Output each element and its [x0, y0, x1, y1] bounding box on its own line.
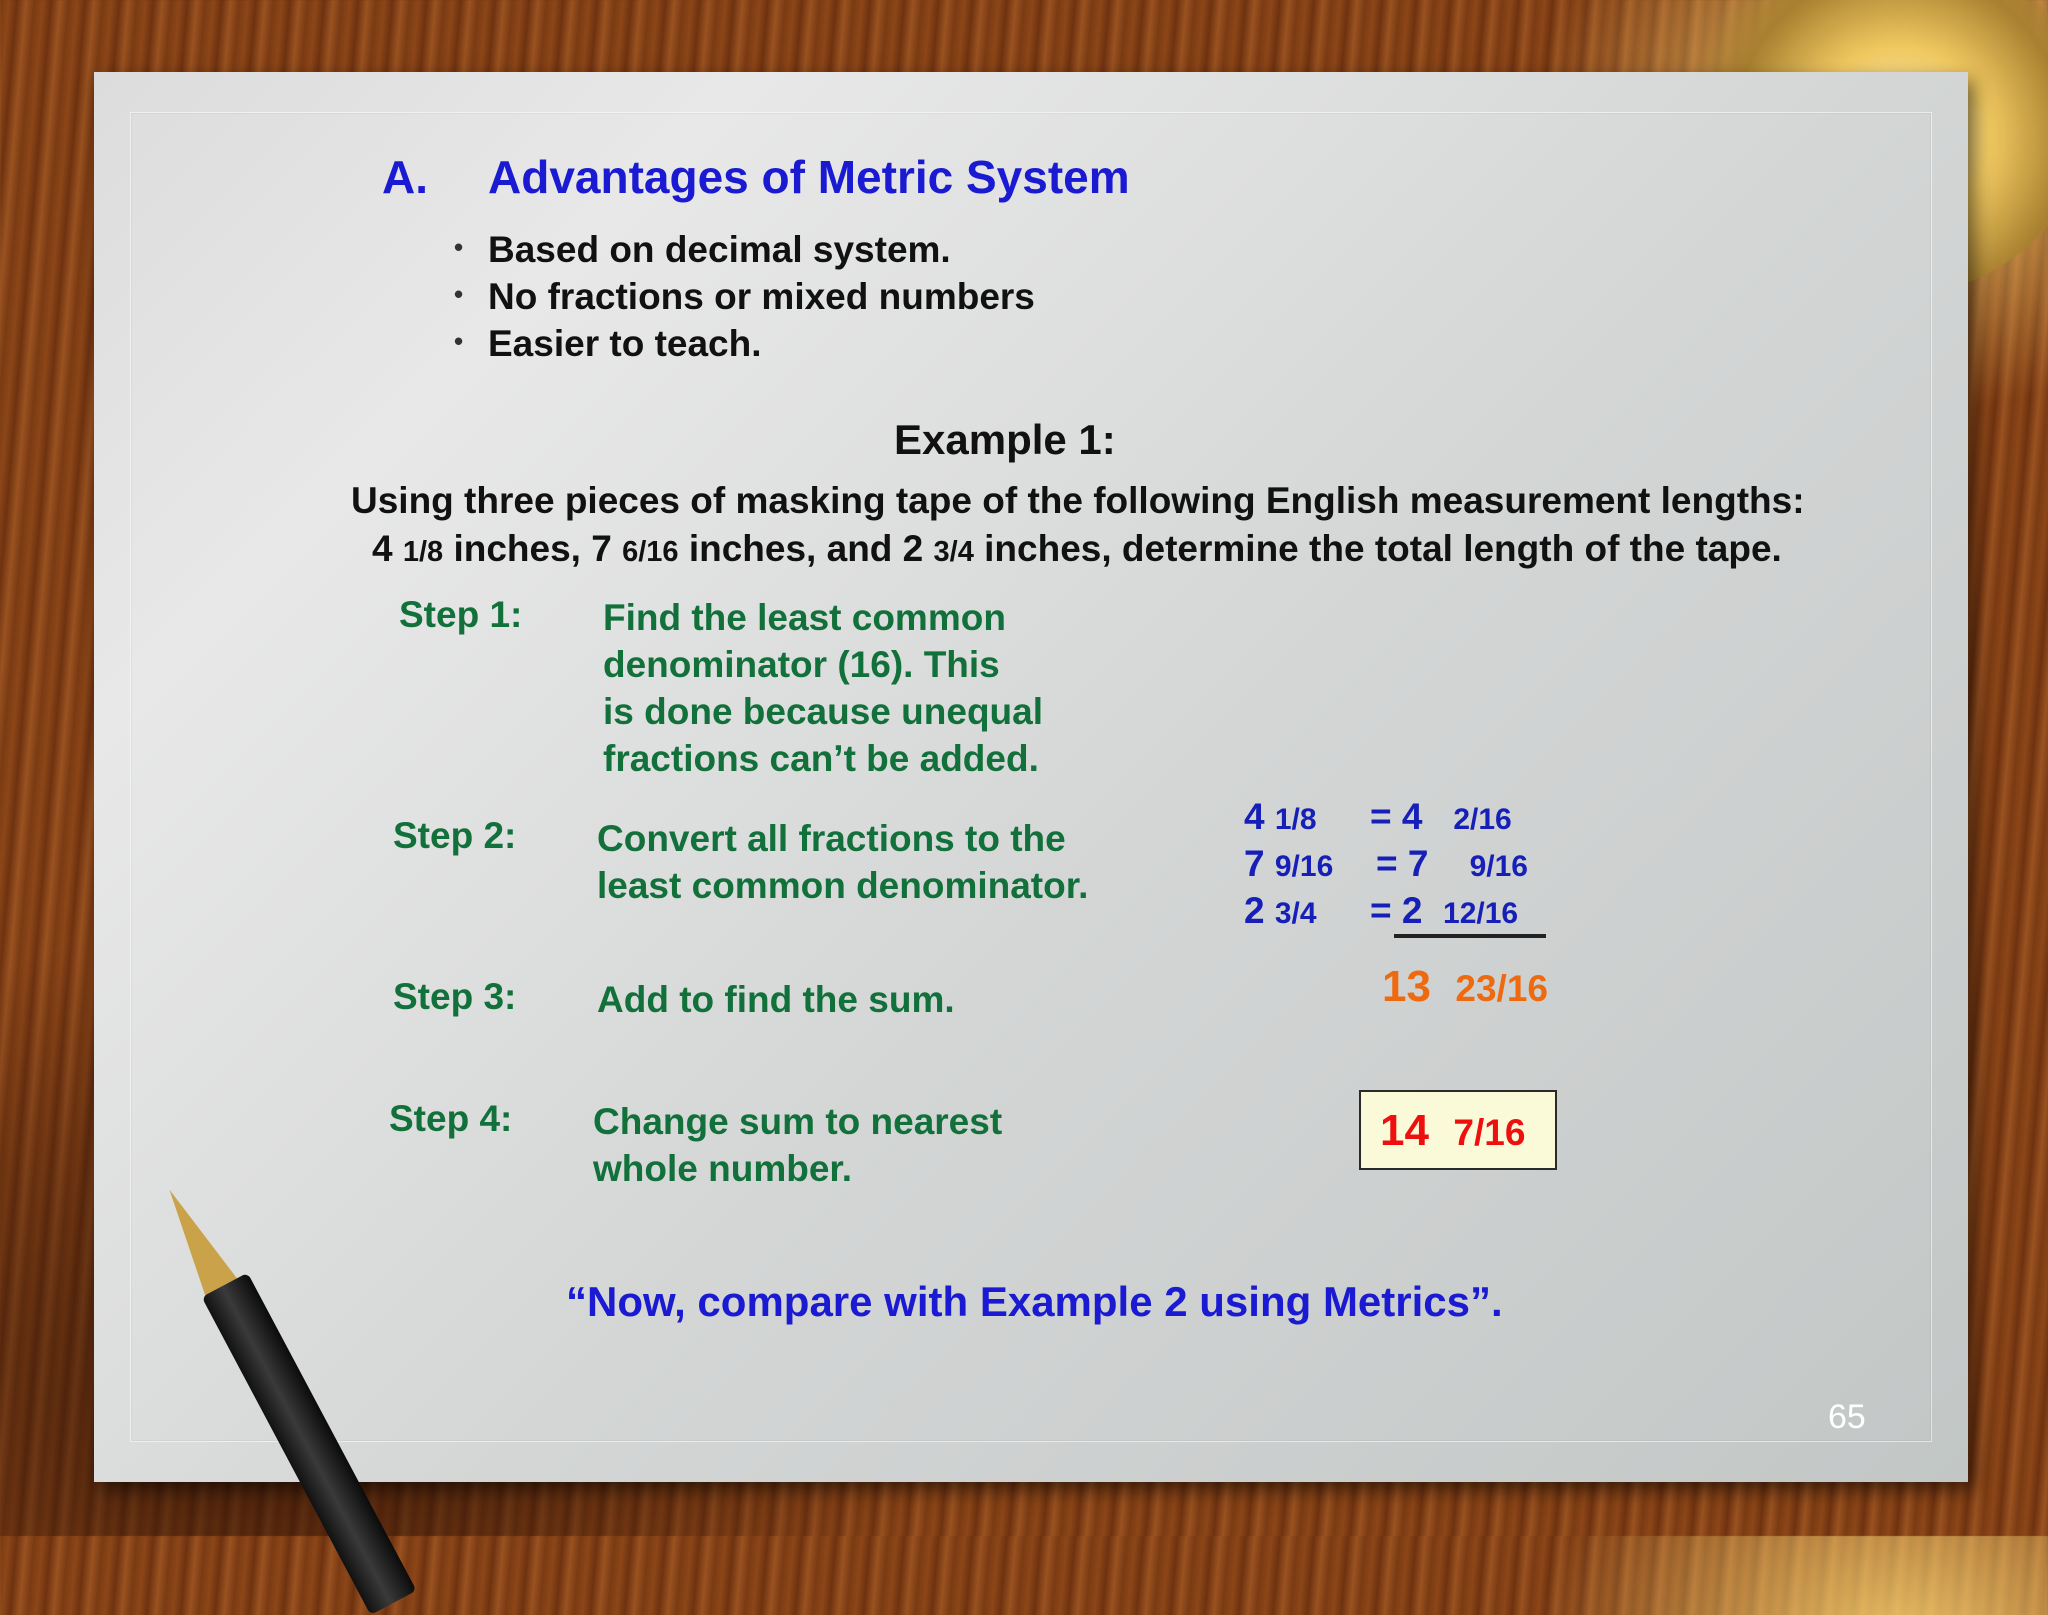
step-2-text: Convert all fractions to the least common denominator.	[597, 818, 1089, 906]
conversion-row-1: 4 1/8	[1244, 796, 1317, 837]
sum-value: 13 23/16	[1382, 962, 1548, 1011]
answer-value: 14 7/16	[1380, 1106, 1526, 1155]
list-item	[450, 273, 1035, 320]
list-item-text: Easier to teach.	[488, 323, 762, 364]
fraction: 3/4	[933, 536, 974, 568]
list-item-text: No fractions or mixed numbers	[488, 276, 1035, 317]
heading-letter: A.	[382, 151, 428, 203]
step-3-label: Step 3:	[393, 976, 517, 1017]
bullet-icon: •	[454, 279, 464, 309]
list-item-text: Based on decimal system.	[488, 229, 951, 270]
step-1-label: Step 1:	[399, 594, 523, 635]
conversion-row-2-result: = 7 9/16	[1376, 843, 1528, 884]
list-item	[450, 226, 1035, 273]
slide-title: Advantages of Metric System	[488, 151, 1130, 203]
step-4-text: Change sum to nearest whole number.	[593, 1101, 1003, 1189]
problem-line-1: Using three pieces of masking tape of the following English measurement lengths:	[351, 480, 1805, 521]
bullet-icon: •	[454, 326, 464, 356]
step-2-label: Step 2:	[393, 815, 517, 856]
problem-line-2: 4 1/8 inches, 7 6/16 inches, and 2 3/4 inches, determine the total length of the tape.	[372, 528, 1782, 569]
list-item	[450, 320, 1035, 367]
page-number: 65	[1828, 1398, 1866, 1436]
fraction: 6/16	[622, 536, 679, 568]
advantages-list	[450, 226, 1035, 367]
conversion-row-3: 2 3/4	[1244, 890, 1317, 931]
step-3-text: Add to find the sum.	[597, 979, 955, 1020]
example-title: Example 1:	[894, 416, 1116, 463]
closing-quote: “Now, compare with Example 2 using Metrics”.	[566, 1278, 1503, 1325]
sum-underline	[1394, 934, 1546, 938]
conversion-row-1-result: = 4 2/16	[1370, 796, 1512, 837]
step-1-text: Find the least common denominator (16). This is done because unequal fractions can’t be added.	[603, 597, 1044, 779]
conversion-row-3-result: = 2 12/16	[1370, 890, 1519, 931]
fraction: 1/8	[402, 536, 444, 568]
conversion-row-2: 7 9/16	[1244, 843, 1334, 884]
bullet-icon: •	[454, 232, 464, 262]
step-4-label: Step 4:	[389, 1098, 513, 1139]
